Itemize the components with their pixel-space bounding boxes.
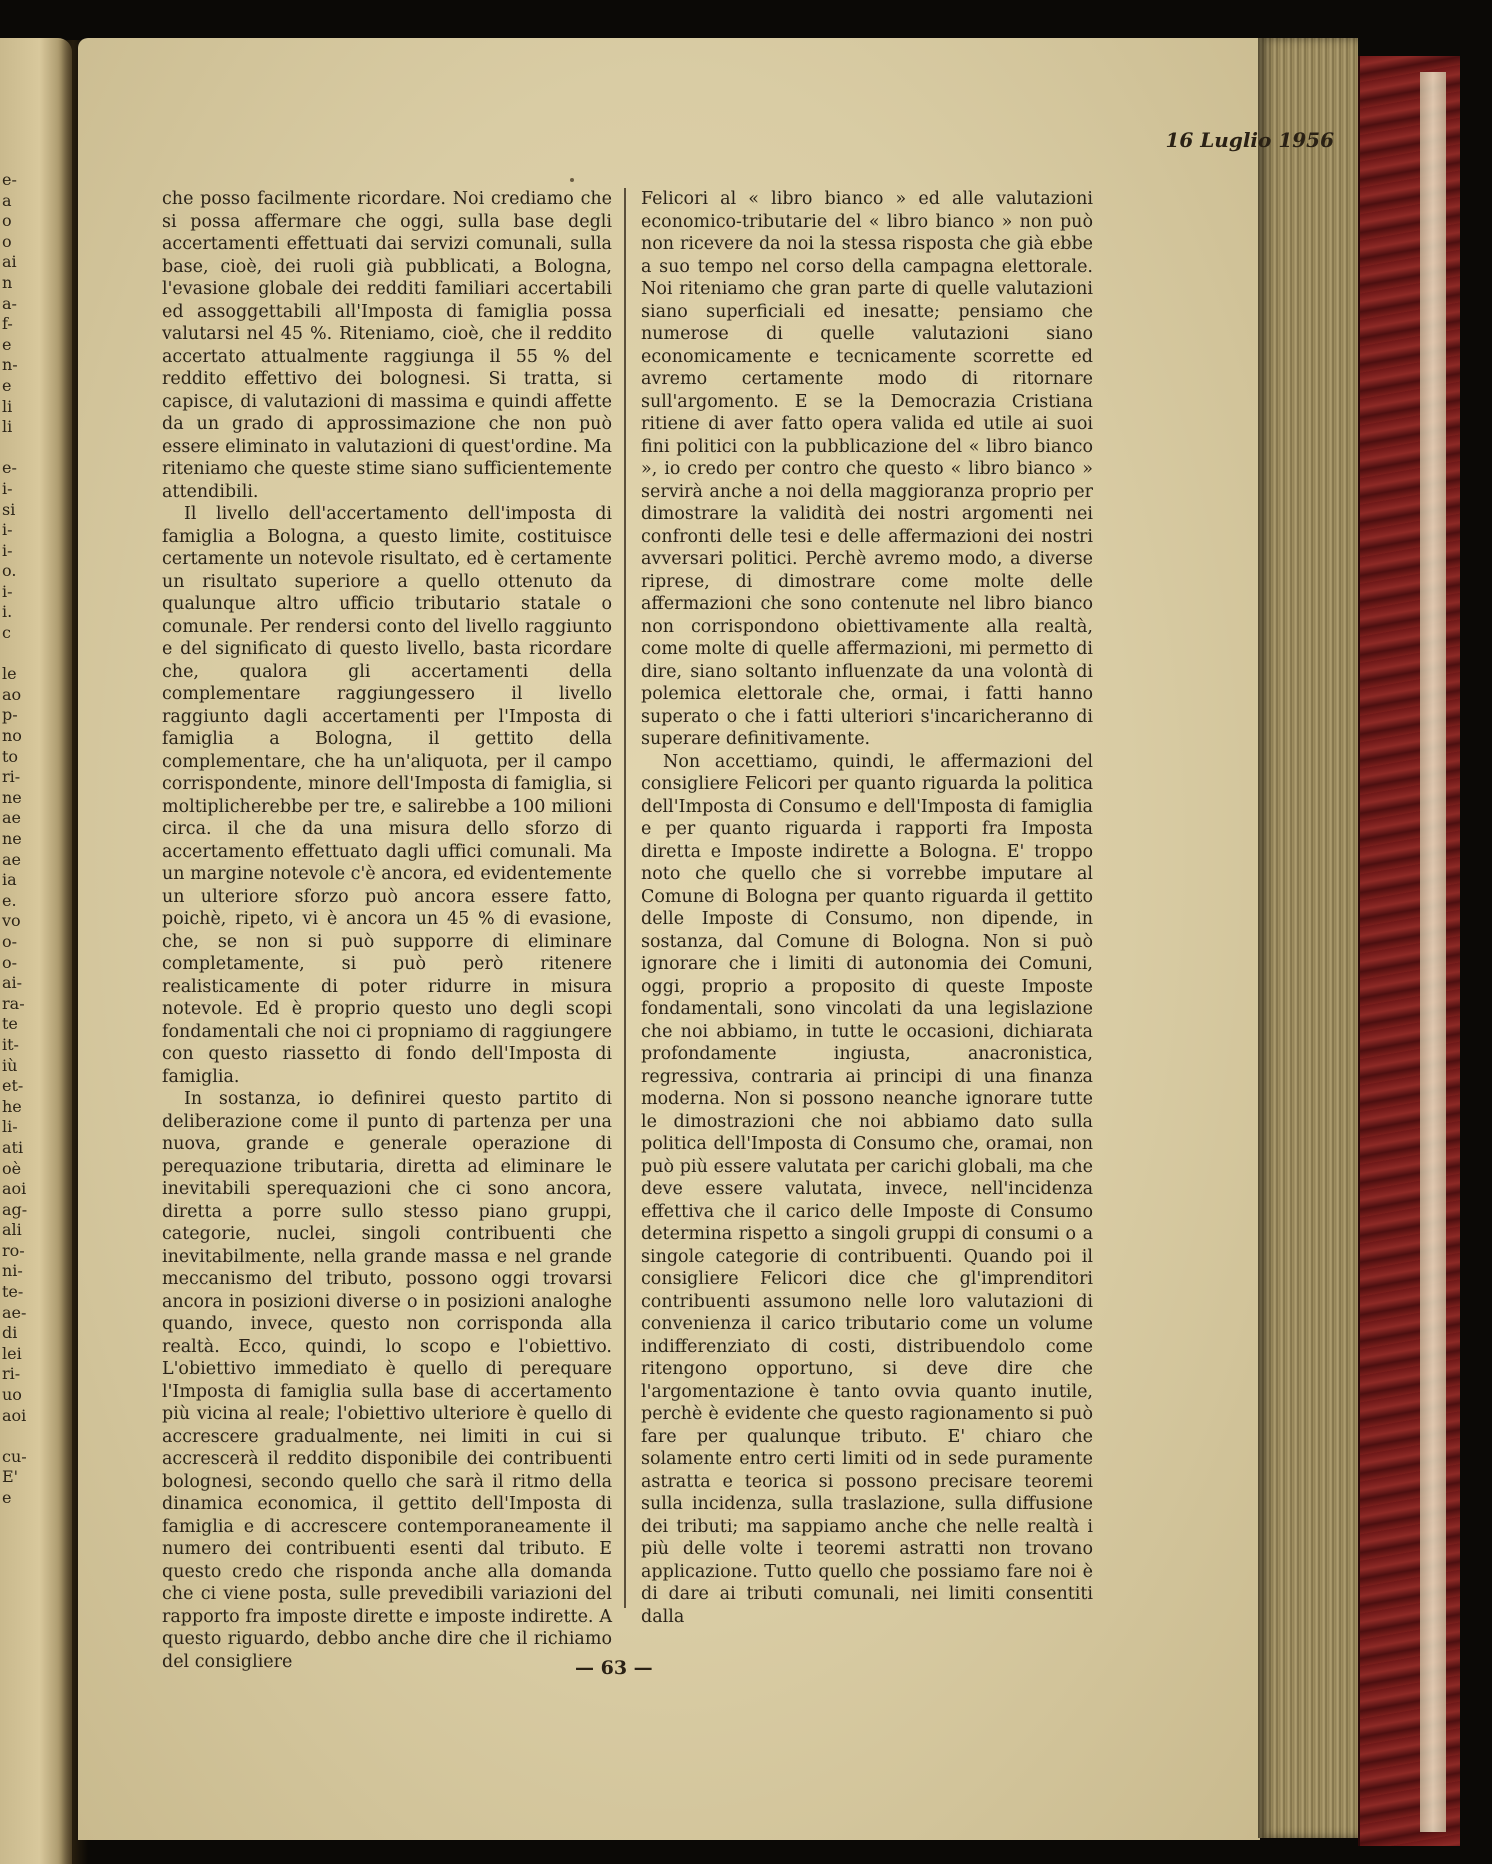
page-block-edge bbox=[1258, 38, 1358, 1838]
header-date: 16 Luglio 1956 bbox=[1165, 128, 1334, 152]
binding-edge-strip bbox=[1420, 72, 1446, 1832]
paragraph: Il livello dell'accertamento dell'imposta di famiglia a Bologna, a questo limite, costituisce certamente un notevole risultato, ed è certamente un risultato superiore a quello ottenuto da qualunque altro ufficio tributario statale o comunale. Per rendersi conto del livello raggiunto e del significato di questo livello, basta ricordare che, qualora gli accertamenti della complementare raggiungessero il livello raggiunto dagli accertamenti per l'Imposta di famiglia a Bologna, il gettito della complementare, che ha un'aliquota, per il campo corrispondente, minore dell'Imposta di famiglia, si moltiplicherebbe per tre, e salirebbe a 100 milioni circa. il che da una misura dello sforzo di accertamento effettuato dagli uffici comunali. Ma un margine notevole c'è ancora, ed evidentemente un ulteriore sforzo può ancora essere fatto, poichè, ripeto, vi è ancora un 45 % di evasione, che, se non si può supporre di eliminare completamente, si può però ritenere realisticamente di poter ridurre in misura notevole. Ed è proprio questo uno degli scopi fondamentali che noi ci propniamo di raggiungere con questo riassetto di fondo dell'Imposta di famiglia. bbox=[162, 504, 612, 1087]
paper-speck bbox=[570, 178, 574, 182]
paragraph: che posso facilmente ricordare. Noi crediamo che si possa affermare che oggi, sulla base degli accertamenti effettuati dai servizi comunali, sulla base, cioè, dei ruoli già pubblicati, a Bologna, l'evasione globale dei redditi familiari accertabili ed assoggettabili all'Imposta di famiglia possa valutarsi nel 45 %. Riteniamo, cioè, che il reddito accertato attualmente raggiunga il 55 % del reddito effettivo dei bolognesi. Si tratta, si capisce, di valutazioni di massima e quindi affette da un grado di approssimazione che non può essere eliminato in valutazioni di quest'ordine. Ma riteniamo che queste stime siano sufficientemente attendibili. bbox=[162, 189, 612, 502]
facing-page-text-fragments: e- a o o ai n a- f- e n- e li li e- i- si i- i- o. i- i. c le ao p- no to ri- ne ae ne ae ia e. vo o- o- ai- ra- te it- iù et- he li- ati oè aoi ag- ali ro- ni- te- ae- di lei ri- uo aoi cu- E' e bbox=[2, 170, 28, 1507]
text-column-left bbox=[162, 188, 612, 1673]
paragraph: Felicori al « libro bianco » ed alle valutazioni economico-tributarie del « libro bianco » non può non ricevere da noi la stessa risposta che già ebbe a suo tempo nel corso della campagna elettorale. Noi riteniamo che gran parte di quelle valutazioni siano superficiali ed inesatte; pensiamo che numerose di quelle valutazioni siano economicamente e tecnicamente scorrette ed avremo certamente modo di ritornare sull'argomento. E se la Democrazia Cristiana ritiene di aver fatto opera valida ed utile ai suoi fini politici con la pubblicazione del « libro bianco », io credo per contro che questo « libro bianco » servirà anche a noi della maggioranza proprio per dimostrare la validità dei nostri argomenti nei confronti delle tesi e delle affermazioni dei nostri avversari politici. Perchè avremo modo, a diverse riprese, di dimostrare come molte delle affermazioni che sono contenute nel libro bianco non corrispondono obiettivamente alla realtà, come molte di quelle affermazioni, mi permetto di dire, siano soltanto influenzate da una volontà di polemica elettorale che, ormai, i fatti hanno superato o che i fatti ulteriori s'incaricheranno di superare definitivamente. bbox=[641, 189, 1093, 749]
paragraph: Non accettiamo, quindi, le affermazioni del consigliere Felicori per quanto riguarda la politica dell'Imposta di Consumo e dell'Imposta di famiglia e per quanto riguarda i rapporti fra Imposta diretta e Imposte indirette a Bologna. E' troppo noto che quello che si vorrebbe imputare al Comune di Bologna per quanto riguarda il gettito delle Imposte di Consumo, non dipende, in sostanza, dal Comune di Bologna. Non si può ignorare che i limiti di autonomia dei Comuni, oggi, proprio a proposito di queste Imposte fondamentali, sono vincolati da una legislazione che noi abbiamo, in tutte le occasioni, dichiarata profondamente ingiusta, anacronistica, regressiva, contraria ai principi di una finanza moderna. Non si possono neanche ignorare tutte le dimostrazioni che noi abbiamo dato sulla politica dell'Imposta di Consumo che, oramai, non può più essere valutata per carichi globali, ma che deve essere valutata, invece, nell'incidenza effettiva che il carico delle Imposte di Consumo determina rispetto a singoli gruppi di consumi o a singole categorie di contribuenti. Quando poi il consigliere Felicori dice che gl'imprenditori contribuenti assumono nelle loro valutazioni di convenienza il carico tributario come un volume indifferenziato di costi, distribuendolo come ritengono opportuno, si deve dire che l'argomentazione è tanto ovvia quanto inutile, perchè è evidente che questo ragionamento si può fare per qualunque tributo. E' chiaro che solamente entro certi limiti od in sede puramente astratta e teorica si possono precisare teoremi sulla incidenza, sulla traslazione, sulla diffusione dei tributi; ma sappiamo anche che nelle realtà i più delle volte i teoremi astratti non trovano applicazione. Tutto quello che possiamo fare noi è di dare ai tributi comunali, nei limiti consentiti dalla bbox=[641, 751, 1093, 1627]
page-number: — 63 — bbox=[575, 1657, 653, 1679]
text-column-right bbox=[641, 188, 1093, 1628]
column-divider bbox=[624, 188, 626, 1608]
paragraph: In sostanza, io definirei questo partito di deliberazione come il punto di partenza per una nuova, grande e generale operazione di perequazione tributaria, diretta ad eliminare le inevitabili sperequazioni che ci sono ancora, diretta a porre sullo stesso piano gruppi, categorie, nuclei, singoli contribuenti che inevitabilmente, nella grande massa e nel grande meccanismo del tributo, possono oggi trovarsi ancora in posizioni diverse o in posizioni analoghe quando, invece, questo non corrisponda alla realtà. Ecco, quindi, lo scopo e l'obiettivo. L'obiettivo immediato è quello di perequare l'Imposta di famiglia sulla base di accertamento più vicina al reale; l'obiettivo ulteriore è quello di accrescere gradualmente, nei limiti in cui si accrescerà il reddito disponibile dei contribuenti bolognesi, secondo quello che sarà il ritmo della dinamica economica, il gettito dell'Imposta di famiglia e di accrescere contemporaneamente il numero dei contribuenti esenti dal tributo. E questo credo che risponda anche alla domanda che ci viene posta, sulle prevedibili variazioni del rapporto fra imposte dirette e imposte indirette. A questo riguardo, debbo anche dire che il richiamo del consigliere bbox=[162, 1089, 612, 1672]
